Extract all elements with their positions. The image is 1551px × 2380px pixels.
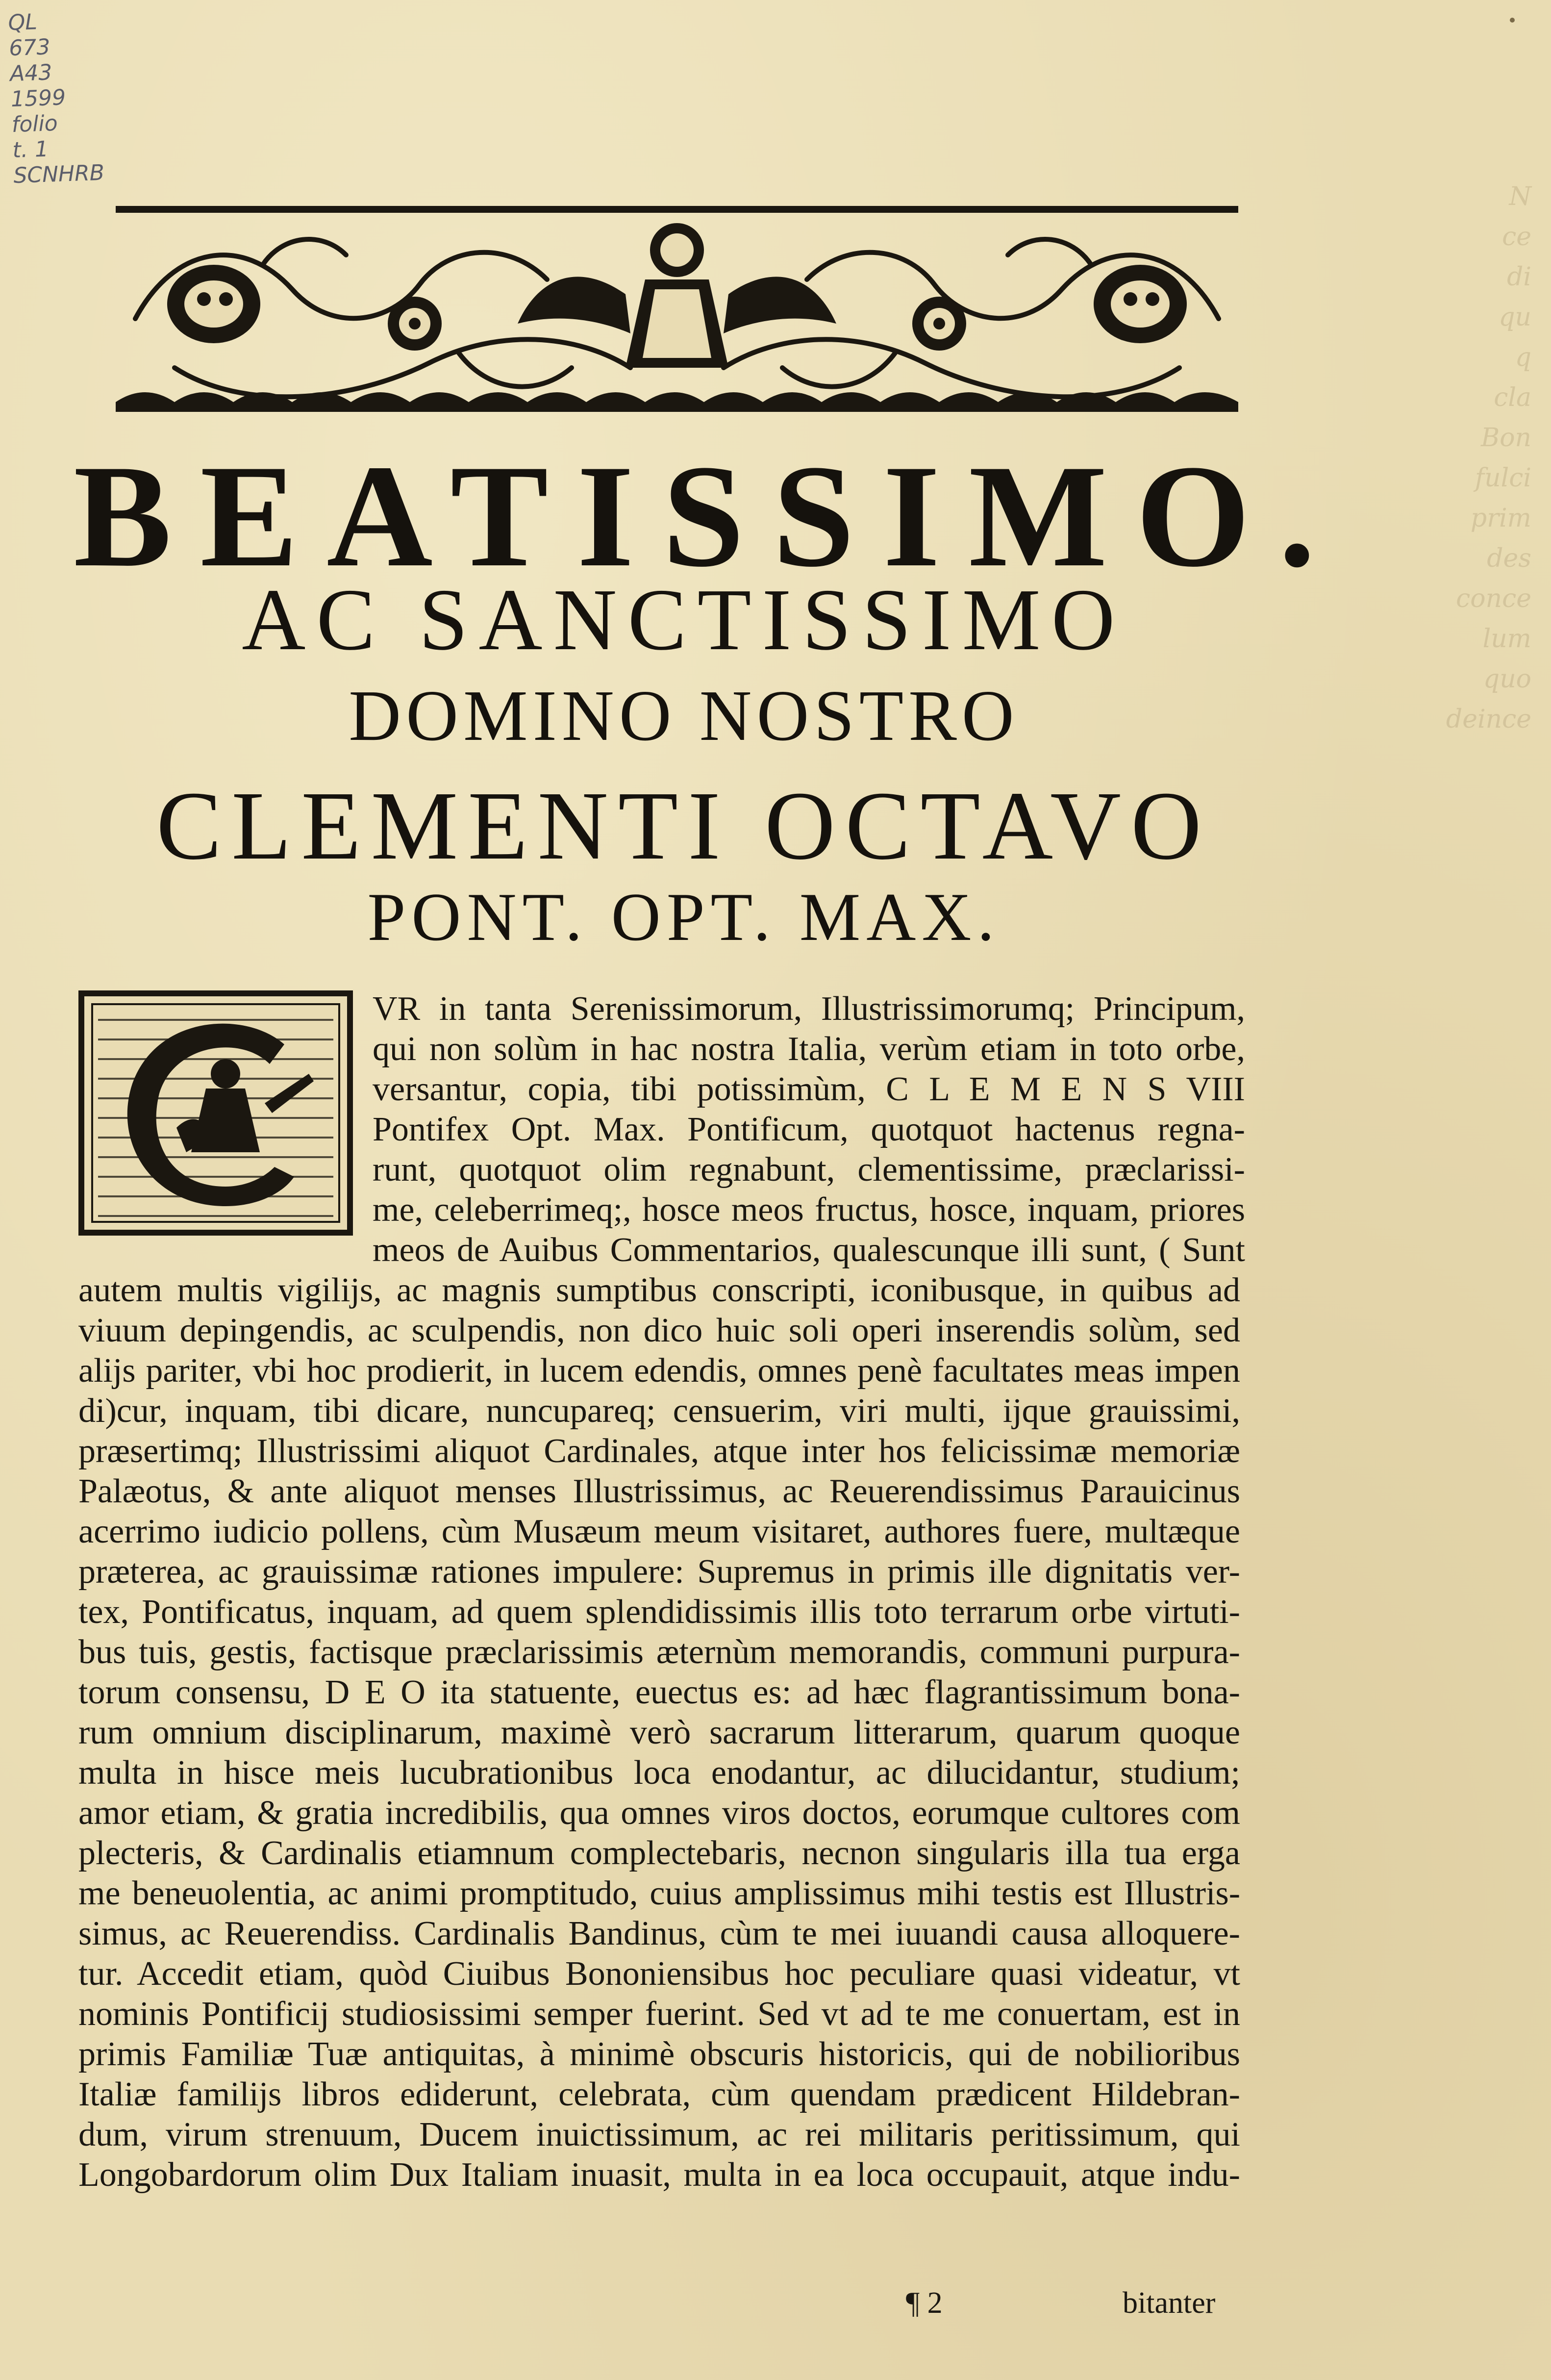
text-line: tur. Accedit etiam, quòd Ciuibus Bononiensibus hoc peculiare quasi videatur, vt [78, 1955, 1240, 1993]
headpiece-ornament-icon [116, 206, 1238, 412]
text-line: torum consensu, D E O ita statuente, euectus es: ad hæc flagrantissimum bona- [78, 1673, 1240, 1711]
text-line: meos de Auibus Commentarios, qualescunque illi sunt, ( Sunt [373, 1231, 1245, 1269]
text-line: di)cur, inquam, tibi dicare, nuncupareq; censuerim, viri multi, ijque grauissimi, [78, 1392, 1240, 1430]
text-line: Palæotus, & ante aliquot menses Illustrissimus, ac Reuerendissimus Parauicinus [78, 1472, 1240, 1510]
text-line: amor etiam, & gratia incredibilis, qua omnes viros doctos, eorumque cultores com [78, 1794, 1240, 1832]
text-line: Longobardorum olim Dux Italiam inuasit, multa in ea loca occupauit, atque indu- [78, 2156, 1240, 2194]
text-line: multa in hisce meis lucubrationibus loca enodantur, ac dilucidantur, studium; [78, 1754, 1240, 1792]
call-number-line: A43 [9, 60, 53, 87]
text-line: qui non solùm in hac nostra Italia, verùm etiam in toto orbe, [373, 1030, 1245, 1068]
text-line: alijs pariter, vbi hoc prodierit, in lucem edendis, omnes penè facultates meas impen [78, 1352, 1240, 1390]
text-line: simus, ac Reuerendiss. Cardinalis Bandinus, cùm te mei iuuandi causa alloquere- [78, 1915, 1240, 1952]
text-line: me, celeberrimeq;, hosce meos fructus, hosce, inquam, priores [373, 1191, 1245, 1229]
text-line: primis Familiæ Tuæ antiquitas, à minimè obscuris historicis, qui de nobilioribus [78, 2035, 1240, 2073]
show-through-line: ce [1502, 222, 1531, 252]
text-line: tex, Pontificatus, inquam, ad quem splendidissimis illis toto terrarum orbe virtuti- [78, 1593, 1240, 1631]
page-dot [1510, 18, 1515, 23]
show-through-line: conce [1456, 584, 1531, 613]
text-line: Pontifex Opt. Max. Pontificum, quotquot hactenus regna- [373, 1111, 1245, 1148]
text-line: dum, virum strenuum, Ducem inuictissimum, ac rei militaris peritissimum, qui [78, 2116, 1240, 2153]
show-through-line: qu [1499, 303, 1531, 332]
show-through-line: deince [1446, 705, 1531, 734]
text-line: præsertimq; Illustrissimi aliquot Cardinales, atque inter hos felicissimæ memoriæ [78, 1432, 1240, 1470]
catchword: bitanter [1123, 2286, 1216, 2320]
call-number [8, 7, 105, 189]
show-through-line: q [1515, 343, 1531, 372]
show-through-line: fulci [1475, 463, 1531, 493]
call-number-line: SCNHRB [13, 160, 105, 189]
text-line: acerrimo iudicio pollens, cùm Musæum meum visitaret, authores fuere, multæque [78, 1513, 1240, 1550]
call-number-line: 673 [8, 34, 51, 61]
text-line: me beneuolentia, ac animi promptitudo, cuius amplissimus mihi testis est Illustris- [78, 1874, 1240, 1912]
text-line: plecteris, & Cardinalis etiamnum complectebaris, necnon singularis illa tua erga [78, 1834, 1240, 1872]
show-through-line: lum [1482, 624, 1531, 654]
show-through-line: N [1509, 182, 1531, 211]
call-number-line: t. 1 [12, 136, 49, 163]
call-number-line: QL [7, 9, 38, 36]
text-line: Italiæ familijs libros ediderunt, celebrata, cùm quendam prædicent Hildebran- [78, 2076, 1240, 2113]
show-through-line: cla [1494, 383, 1531, 412]
title-ac-sanctissimo: AC SANCTISSIMO [242, 571, 1126, 668]
show-through-line: quo [1483, 664, 1531, 694]
title-pont-opt-max: PONT. OPT. MAX. [367, 879, 1001, 955]
show-through-line: Bon [1480, 423, 1531, 453]
call-number-line: 1599 [10, 85, 66, 112]
text-line: versantur, copia, tibi potissimùm, C L E M E N S VIII [373, 1070, 1245, 1108]
text-line: nominis Pontificij studiosissimi semper fuerint. Sed vt ad te me conuertam, est in [78, 1995, 1240, 2033]
text-line: runt, quotquot olim regnabunt, clementissime, præclarissi- [373, 1151, 1245, 1189]
text-line: autem multis vigilijs, ac magnis sumptibus conscripti, iconibusque, in quibus ad [78, 1271, 1240, 1309]
call-number-line: folio [11, 110, 58, 138]
title-beatissimo: BEATISSIMO. [74, 434, 1344, 597]
text-line: bus tuis, gestis, factisque præclarissimis æternùm memorandis, communi purpura- [78, 1633, 1240, 1671]
show-through-line: prim [1470, 504, 1531, 533]
text-line: rum omnium disciplinarum, maximè verò sacrarum litterarum, quarum quoque [78, 1714, 1240, 1751]
show-through-line: di [1507, 262, 1531, 292]
show-through-line: des [1487, 544, 1531, 573]
decorated-initial-c-icon [78, 990, 353, 1236]
signature-mark: ¶ 2 [906, 2286, 943, 2320]
title-clementi-octavo: CLEMENTI OCTAVO [156, 772, 1212, 880]
title-domino-nostro: DOMINO NOSTRO [349, 676, 1019, 756]
text-line: viuum depingendis, ac sculpendis, non dico huic soli operi inserendis solùm, sed [78, 1312, 1240, 1349]
text-line: præterea, ac grauissimæ rationes impulere: Supremus in primis ille dignitatis ver- [78, 1553, 1240, 1591]
text-line: VR in tanta Serenissimorum, Illustrissimorumq; Principum, [373, 990, 1245, 1028]
